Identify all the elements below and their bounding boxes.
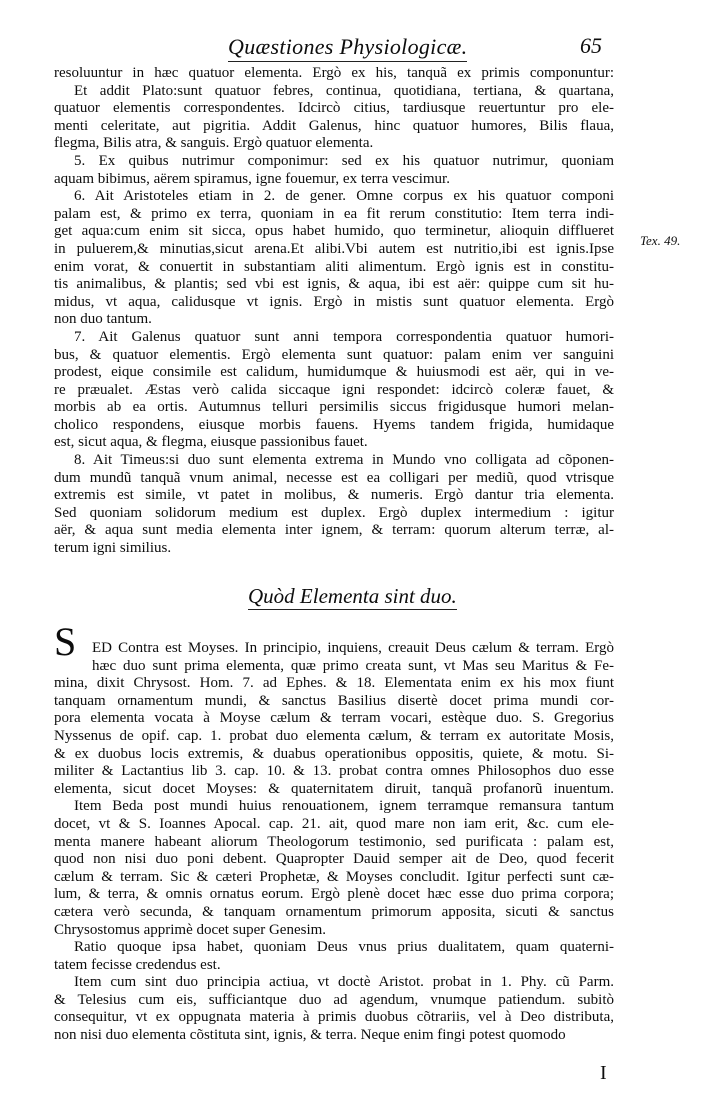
text-line: Ratio quoque ipsa habet, quoniam Deus vnus prius dualitatem, quam quaterni- <box>74 939 614 956</box>
margin-note: Tex. 49. <box>640 233 681 248</box>
text-line: consequitur, vt ex oppugnata materia à primis duobus cõtrariis, vel à Deo distributa, <box>54 1009 614 1026</box>
text-line: 7. Ait Galenus quatuor sunt anni tempora correspondentia quatuor humori- <box>74 328 614 345</box>
text-line: aër, & aqua sunt media elementa inter ignem, & terram: quorum alterum terræ, al- <box>54 522 614 539</box>
catchword: I <box>600 1062 607 1084</box>
text-line: Sed quoniam solidorum medium est duplex. Ergò duplex intermedium : igitur <box>54 504 614 521</box>
text-line: ED Contra est Moyses. In principio, inquiens, creauit Deus cælum & terram. Ergò <box>92 640 614 656</box>
text-line: tatem fecisse credendus est. <box>54 956 221 973</box>
text-line: resoluuntur in hæc quatuor elementa. Ergò ex his, tanquã ex primis componuntur: <box>54 65 614 81</box>
text-block-quaestiones <box>54 65 614 558</box>
text-line: Et addit Plato:sunt quatuor febres, continua, quotidiana, tertiana, & quartana, <box>74 82 614 99</box>
text-line: non duo tantum. <box>54 311 152 328</box>
text-line: quatuor elementis correspondentes. Idcircò citius, tardiusque reuertuntur pro ele- <box>54 100 614 117</box>
text-line: Item cum sint duo principia actiua, vt doctè Aristot. probat in 1. Phy. cũ Parm. <box>74 974 614 991</box>
text-block-elementa-duo <box>54 640 614 1045</box>
drop-cap: S <box>54 619 77 664</box>
text-line: midus, vt aqua, calidusque vt ignis. Ergò in mistis sunt quatuor elementa. Ergò <box>54 293 614 310</box>
text-line: morbis ab ea ortis. Autumnus telluri persimilis siccus frigidusque humori melan- <box>54 399 614 416</box>
text-line: enim vorat, & conuertit in substantiam aliti alimentum. Ergò ignis est in constitu- <box>54 258 614 275</box>
running-title: Quæstiones Physiologicæ. <box>228 34 467 62</box>
text-line: in puluerem,& minutias,sicut arena.Et alibi.Vbi autem est nutritio,ibi est ignis.Ipse <box>54 240 614 257</box>
text-line: cætera verò secunda, & tanquam ornamentum primorum apposita, sicuti & sanctus <box>54 903 614 920</box>
text-line: re præualet. Æstas verò calida siccaque igni respondet: idcircò coleræ fauet, & <box>54 381 614 398</box>
text-line: mina, dixit Chrysost. Hom. 7. ad Ephes. & 18. Elementata enim ex his mox fiunt <box>54 675 614 692</box>
text-line: 6. Ait Aristoteles etiam in 2. de gener. Omne corpus ex his quatuor componi <box>74 188 614 205</box>
text-line: extremis est simile, vt patet in molibus, & numeris. Ergò dantur tria elementa. <box>54 487 614 504</box>
text-line: cholico respondens, eiusque morbis fauens. Hyems tandem frigida, humidaque <box>54 416 614 433</box>
section-heading: Quòd Elementa sint duo. <box>248 584 457 608</box>
text-line: Item Beda post mundi huius renouationem, ignem terramque remansura tantum <box>74 798 614 815</box>
text-line: 5. Ex quibus nutrimur componimur: sed ex his quatuor nutrimur, quoniam <box>74 152 614 169</box>
text-line: lum, & terra, & omnis ornatus eorum. Ergò plenè docet hæc esse duo prima corpora; <box>54 886 614 903</box>
text-line: cælum & terram. Sic & cæteri Prophetæ, & Moyses concludit. Igitur perfecti sunt cæ- <box>54 868 614 885</box>
text-line: & Telesius cum eis, sufficiantque duo ad agendum, vnumque patiendum. subitò <box>54 991 614 1008</box>
page-number: 65 <box>580 33 602 58</box>
text-line: menta manere habeant aliorum Theologorum testimonio, sed purificata : palam est, <box>54 833 614 850</box>
text-line: non nisi duo elementa cõstituta sint, ignis, & terra. Neque enim fingi potest quomodo <box>54 1027 566 1044</box>
text-line: Nyssenus de opif. cap. 1. probat duo elementa cælum, & terram ex autoritate Mosis, <box>54 727 614 744</box>
text-line: pora elementa vocata à Moyse cælum & terram vocari, estèque duo. S. Gregorius <box>54 710 614 727</box>
text-line: Chrysostomus apprimè docet super Genesim. <box>54 921 327 938</box>
text-line: bus, & quatuor elementis. Ergò elementa sunt quatuor: palam enim ver sanguini <box>54 346 614 363</box>
text-line: dum mundũ tanquã vnum animal, necesse est ea colligari per mediũ, quod vtrisque <box>54 469 614 486</box>
text-line: flegma, Bilis atra, & sanguis. Ergò quatuor elementa. <box>54 135 374 152</box>
text-line: quod non nisi duo poni debent. Quapropter Dauid semper ait de Deo, quod fecerit <box>54 851 614 868</box>
text-line: docet, vt & S. Ioannes Apocal. cap. 21. ait, quod mare non iam erit, &c. cum ele- <box>54 815 614 832</box>
text-line: tis animalibus, & plantis; sed vbi est ignis, & aqua, ibi est aër: quippe cum sit hu- <box>54 276 614 293</box>
text-line: palam est, & primo ex terra, quoniam in ea fit rerum constitutio: Item terra indi- <box>54 205 614 222</box>
text-line: get aqua:cum enim sit sicca, opus habet humido, quo terminetur, alioquin difflueret <box>54 223 614 240</box>
text-line: est, sicut aqua, & flegma, eiusque passionibus fauet. <box>54 434 368 451</box>
text-line: 8. Ait Timeus:si duo sunt elementa extrema in Mundo vno colligata ad cõponen- <box>74 452 614 469</box>
text-line: hæc duo sunt prima elementa, quæ primo creata sunt, vt Mas seu Maritus & Fe- <box>92 657 614 674</box>
text-line: aquam bibimus, aërem spiramus, igne fouemur, ex terra vescimur. <box>54 170 450 187</box>
text-line: prodest, eique consimile est calidum, humidumque & huiusmodi est aër, qui in ve- <box>54 364 614 381</box>
text-line: & ex duobus locis extremis, & duabus operationibus oppositis, quiete, & motu. Si- <box>54 745 614 762</box>
text-line: terum igni similius. <box>54 540 172 557</box>
text-line: menti celeritate, aut pigritia. Addit Galenus, hinc quatuor humores, Bilis flaua, <box>54 117 614 134</box>
text-line: militer & Lactantius lib 3. cap. 10. & 13. probat contra omnes Philosophos duo esse <box>54 763 614 780</box>
text-line: elementa, sicut docet Moyses: & quaternitatem diruit, tanquã profanorũ inuentum. <box>54 780 614 797</box>
text-line: tanquam ornamentum mundi, & sanctus Basilius disertè docet prima mundi cor- <box>54 692 614 709</box>
